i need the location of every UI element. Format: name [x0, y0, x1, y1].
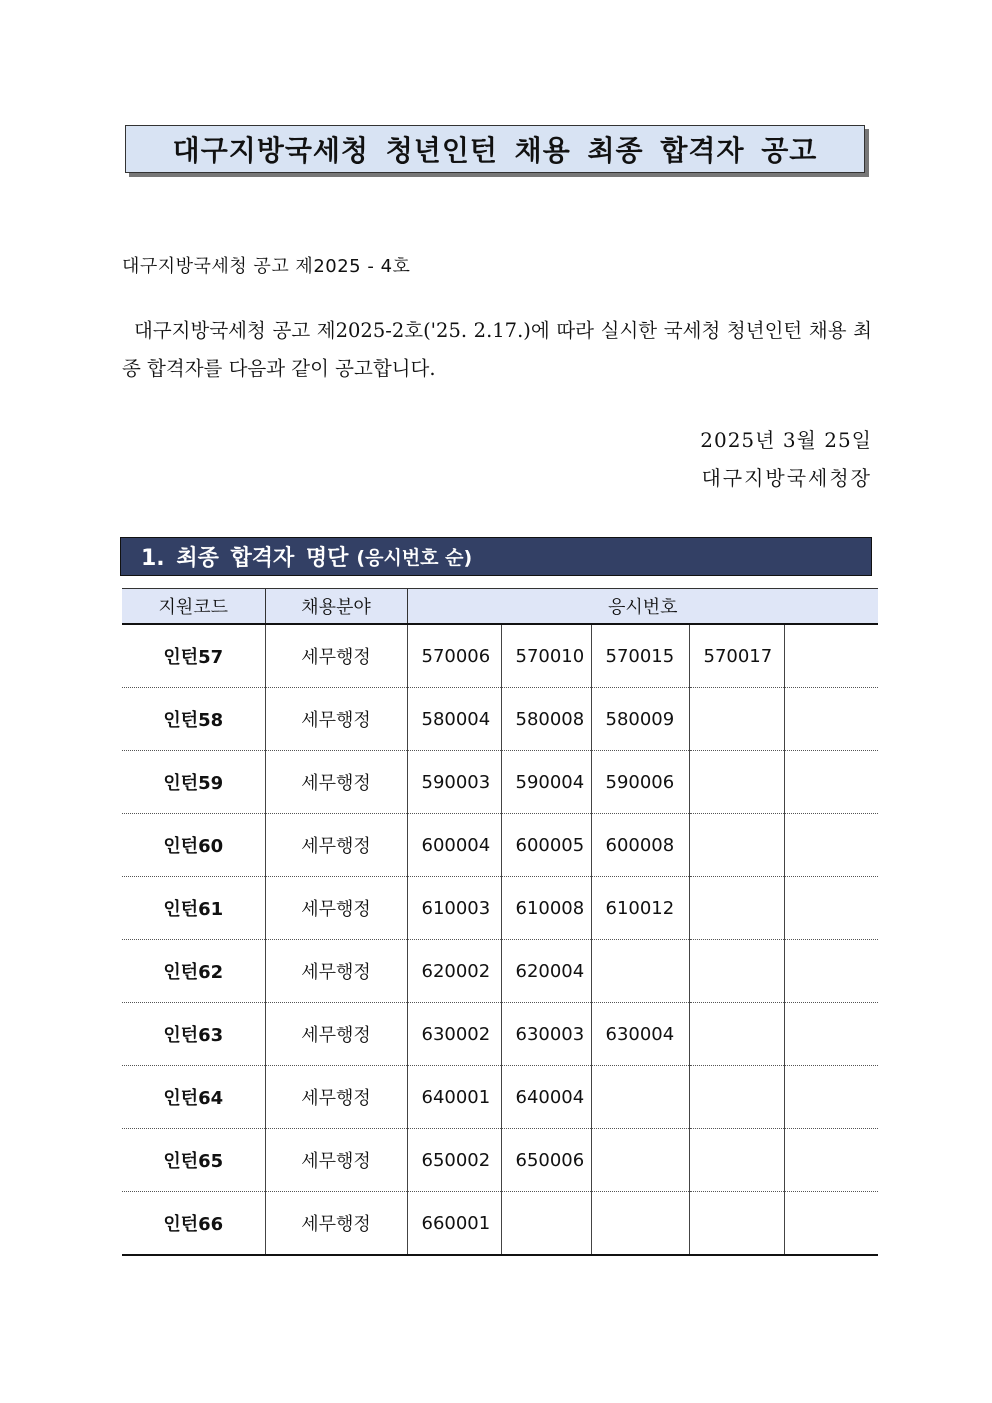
results-table-body: [122, 624, 878, 1255]
exam-number-cell: [784, 1066, 878, 1129]
applicant-code-cell: 인턴62: [122, 940, 265, 1003]
header-field: 채용분야: [265, 589, 407, 625]
recruit-field-cell: 세무행정: [265, 940, 407, 1003]
exam-number-cell: 640001: [407, 1066, 501, 1129]
exam-number-cell: 630003: [501, 1003, 591, 1066]
exam-number-cell: 610003: [407, 877, 501, 940]
table-row: [122, 814, 878, 877]
exam-number-cell: 580008: [501, 688, 591, 751]
recruit-field-cell: 세무행정: [265, 624, 407, 688]
exam-number-cell: 570010: [501, 624, 591, 688]
exam-number-cell: [689, 877, 784, 940]
applicant-code-cell: 인턴58: [122, 688, 265, 751]
exam-number-cell: [591, 1066, 689, 1129]
announcement-date: 2025년 3월 25일: [700, 428, 872, 452]
exam-number-cell: [591, 940, 689, 1003]
exam-number-cell: 650006: [501, 1129, 591, 1192]
recruit-field-cell: 세무행정: [265, 1192, 407, 1256]
table-row: [122, 1192, 878, 1256]
recruit-field-cell: 세무행정: [265, 1003, 407, 1066]
applicant-code-cell: 인턴64: [122, 1066, 265, 1129]
recruit-field-cell: 세무행정: [265, 751, 407, 814]
issuer-name: 대구지방국세청장: [701, 466, 872, 490]
table-row: [122, 1066, 878, 1129]
table-row: [122, 1129, 878, 1192]
exam-number-cell: [689, 940, 784, 1003]
exam-number-cell: [591, 1192, 689, 1256]
header-code: 지원코드: [122, 589, 265, 625]
exam-number-cell: 580004: [407, 688, 501, 751]
exam-number-cell: [591, 1129, 689, 1192]
exam-number-cell: 590006: [591, 751, 689, 814]
exam-number-cell: 660001: [407, 1192, 501, 1256]
recruit-field-cell: 세무행정: [265, 688, 407, 751]
announcement-body: 대구지방국세청 공고 제2025-2호('25. 2.17.)에 따라 실시한 국세청 청년인턴 채용 최종 합격자를 다음과 같이 공고합니다.: [122, 319, 872, 380]
table-row: [122, 688, 878, 751]
results-table: [122, 588, 878, 1256]
exam-number-cell: [784, 1129, 878, 1192]
exam-number-cell: [784, 877, 878, 940]
exam-number-cell: 610012: [591, 877, 689, 940]
exam-number-cell: 650002: [407, 1129, 501, 1192]
table-row: [122, 751, 878, 814]
recruit-field-cell: 세무행정: [265, 814, 407, 877]
exam-number-cell: [784, 751, 878, 814]
exam-number-cell: 570015: [591, 624, 689, 688]
section-title: 1. 최종 합격자 명단: [141, 546, 349, 571]
exam-number-cell: 630002: [407, 1003, 501, 1066]
exam-number-cell: 630004: [591, 1003, 689, 1066]
recruit-field-cell: 세무행정: [265, 1066, 407, 1129]
exam-number-cell: 600008: [591, 814, 689, 877]
applicant-code-cell: 인턴65: [122, 1129, 265, 1192]
exam-number-cell: [689, 1192, 784, 1256]
exam-number-cell: 600004: [407, 814, 501, 877]
exam-number-cell: [501, 1192, 591, 1256]
recruit-field-cell: 세무행정: [265, 1129, 407, 1192]
exam-number-cell: 620004: [501, 940, 591, 1003]
table-row: [122, 940, 878, 1003]
applicant-code-cell: 인턴59: [122, 751, 265, 814]
exam-number-cell: 610008: [501, 877, 591, 940]
applicant-code-cell: 인턴61: [122, 877, 265, 940]
exam-number-cell: [689, 1003, 784, 1066]
exam-number-cell: 570006: [407, 624, 501, 688]
exam-number-cell: [689, 814, 784, 877]
exam-number-cell: [689, 751, 784, 814]
section-header: [120, 537, 872, 576]
section-subtitle: (응시번호 순): [356, 547, 473, 569]
exam-number-cell: [784, 940, 878, 1003]
exam-number-cell: [784, 688, 878, 751]
table-row: [122, 1003, 878, 1066]
applicant-code-cell: 인턴63: [122, 1003, 265, 1066]
exam-number-cell: [689, 1066, 784, 1129]
exam-number-cell: 590004: [501, 751, 591, 814]
exam-number-cell: 580009: [591, 688, 689, 751]
announcement-title: 대구지방국세청 청년인턴 채용 최종 합격자 공고: [172, 134, 818, 167]
exam-number-cell: 640004: [501, 1066, 591, 1129]
exam-number-cell: [689, 1129, 784, 1192]
exam-number-cell: [784, 814, 878, 877]
exam-number-cell: [784, 1003, 878, 1066]
exam-number-cell: [784, 1192, 878, 1256]
exam-number-cell: [689, 688, 784, 751]
notice-number: 대구지방국세청 공고 제2025 - 4호: [122, 256, 411, 277]
header-exam-number: 응시번호: [407, 589, 878, 625]
applicant-code-cell: 인턴57: [122, 624, 265, 688]
exam-number-cell: 600005: [501, 814, 591, 877]
table-header-row: [122, 589, 878, 625]
exam-number-cell: 620002: [407, 940, 501, 1003]
exam-number-cell: [784, 624, 878, 688]
applicant-code-cell: 인턴66: [122, 1192, 265, 1256]
applicant-code-cell: 인턴60: [122, 814, 265, 877]
announcement-title-box: [125, 125, 865, 173]
table-row: [122, 624, 878, 688]
recruit-field-cell: 세무행정: [265, 877, 407, 940]
table-row: [122, 877, 878, 940]
exam-number-cell: 590003: [407, 751, 501, 814]
exam-number-cell: 570017: [689, 624, 784, 688]
